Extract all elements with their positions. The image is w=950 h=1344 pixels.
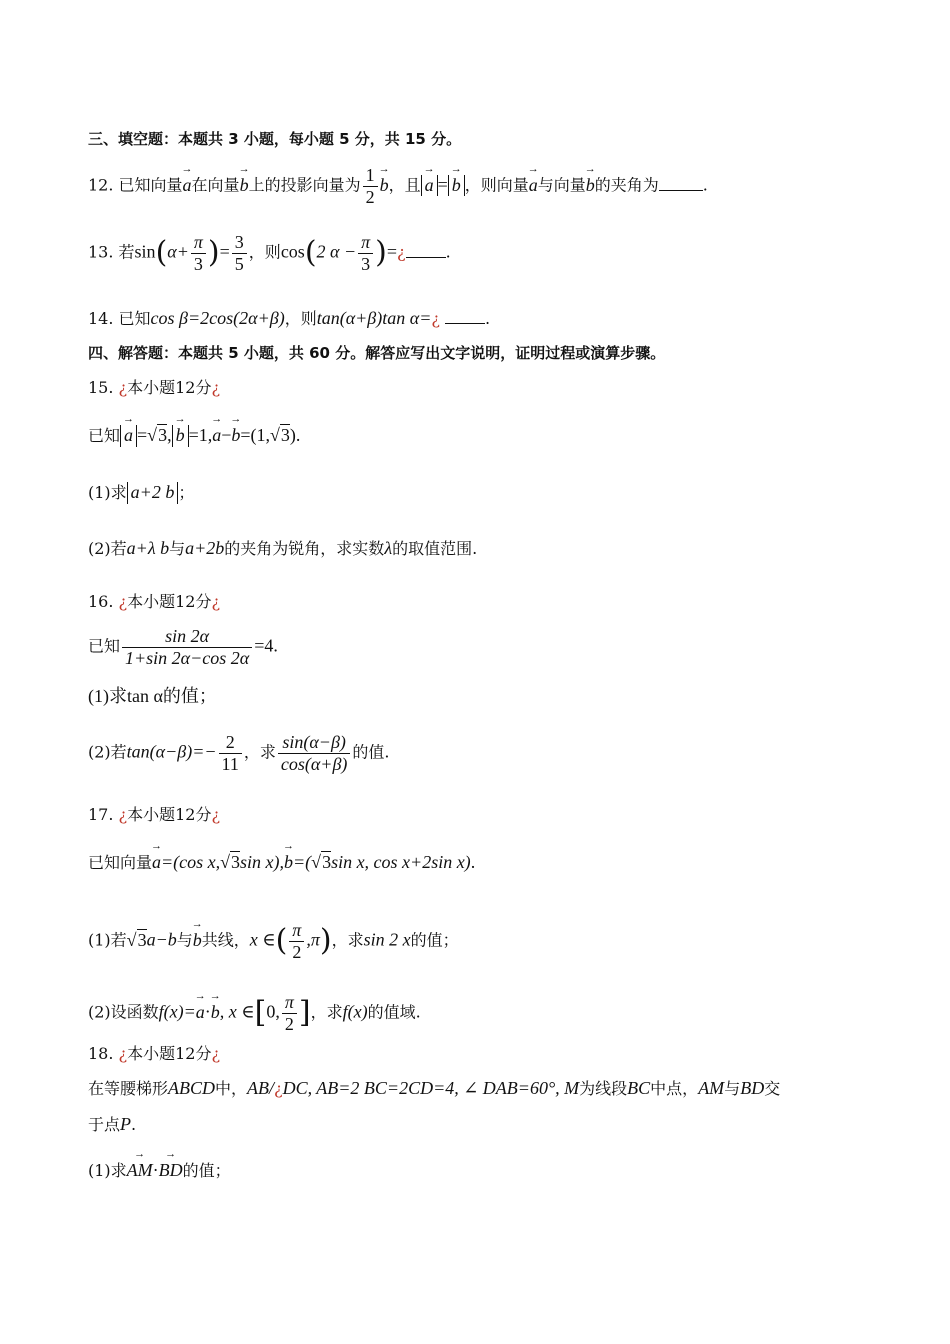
q16-p2-expr: tan(α−β)=− — [126, 741, 217, 762]
q15-p2-expr: a+2b — [185, 538, 225, 558]
q12-text: 与向量 — [537, 175, 586, 195]
part-label: (1)求 — [88, 1161, 127, 1180]
denominator: 11 — [221, 753, 239, 774]
q18-text: 与 — [724, 1079, 741, 1098]
vector-bd: → BD — [159, 1160, 183, 1182]
section-heading-fill-in: 三、填空题：本题共 3 小题，每小题 5 分，共 15 分。 — [88, 130, 462, 148]
q17-p2-text: 的值域. — [367, 1002, 421, 1022]
abs-vector-b: → b — [172, 425, 189, 447]
radicand: 3 — [158, 425, 168, 445]
question-18-title — [88, 1044, 220, 1063]
q17-num: 17. — [88, 805, 119, 824]
q12-text: ，则向量 — [464, 175, 529, 195]
q15-expr: =(1, — [240, 425, 271, 445]
q17-expr: sin x), — [240, 852, 285, 872]
part-label: (1)若 — [88, 930, 127, 950]
question-18-line1 — [88, 1078, 780, 1100]
abs-vector-b: → b — [448, 175, 465, 197]
question-17-title — [88, 805, 220, 824]
vector-b: → b — [284, 852, 293, 874]
fraction-pi-3 — [191, 232, 206, 274]
q17-p2-x: , x ∈ — [219, 1001, 255, 1022]
given-label: 已知 — [88, 426, 121, 445]
q12-text: ，且 — [388, 175, 421, 195]
numerator: sin 2α — [122, 626, 252, 648]
q15-expr: − — [221, 425, 232, 445]
garbled-char: ¿ — [211, 805, 221, 824]
fraction-pi-3 — [358, 232, 373, 274]
q17-expr: =(cos x, — [161, 852, 221, 872]
q16-points: 本小题12分 — [127, 592, 212, 611]
q12-text: 在向量 — [191, 175, 240, 195]
numerator: sin(α−β) — [278, 732, 351, 754]
part-label: (2)若 — [88, 539, 127, 558]
q16-p2-fraction — [278, 732, 351, 774]
given-label: 已知 — [88, 636, 121, 656]
question-15-part2 — [88, 538, 477, 560]
numerator: 2 — [219, 732, 242, 754]
dot: · — [204, 1001, 211, 1022]
q15-points: 本小题12分 — [127, 378, 212, 397]
q15-expr: = — [137, 425, 148, 445]
q13-arg: 2 α − — [316, 241, 357, 262]
vector-a: → a — [212, 425, 221, 447]
q18-bd: BD — [740, 1078, 765, 1098]
q17-p1-x: x ∈ — [249, 929, 276, 950]
q14-end: . — [485, 309, 491, 328]
q18-expr: AB/ — [247, 1078, 275, 1098]
q18-am: AM — [698, 1078, 725, 1098]
garbled-char: ¿ — [118, 378, 128, 397]
section-heading-solutions: 四、解答题：本题共 5 小题，共 60 分。解答应写出文字说明，证明过程或演算步骤。 — [88, 344, 666, 362]
q16-p2-text: 的值. — [352, 742, 390, 762]
answer-blank — [445, 322, 485, 324]
vector-a: → a — [152, 852, 161, 874]
q18-text: 中， — [215, 1079, 248, 1098]
sqrt-3: √3 — [147, 425, 168, 445]
q16-eq: =4. — [254, 635, 278, 656]
q17-p1-pi: ,π — [306, 929, 320, 950]
question-12: 12. 已知向量→ a在向量→ b上的投影向量为 $\frac{1}{2}$ → b，且→ a =→ b ，则向量→ a与向量→ b的夹角为 . — [88, 165, 708, 207]
q15-p2-expr: a+λ b — [126, 538, 170, 558]
q18-end: . — [131, 1115, 137, 1134]
q15-p1-expr: a+2 b — [127, 482, 179, 504]
q17-p1-sin: sin 2 x — [363, 929, 411, 950]
vector-a: → a — [196, 1002, 205, 1024]
vector-a: → a — [183, 175, 192, 197]
numerator: π — [191, 232, 206, 254]
radicand: 3 — [280, 425, 290, 445]
q15-end: ). — [289, 425, 301, 445]
q18-bc: BC — [627, 1078, 651, 1098]
sqrt-3: √3 — [270, 425, 290, 445]
sin-fn: sin — [134, 241, 156, 262]
vector-am: → AM — [127, 1160, 153, 1182]
given-label: 已知向量 — [88, 853, 153, 872]
q17-p2-zero: 0, — [266, 1001, 280, 1022]
q14-label: 14. 已知 — [88, 309, 151, 328]
abs-vector-a: → a — [120, 425, 137, 447]
numerator: π — [289, 920, 304, 942]
q13-text: ，则 — [248, 242, 281, 262]
q18-text: 于点 — [88, 1115, 121, 1134]
dot: · — [152, 1160, 159, 1180]
vector-b: → b — [193, 930, 202, 952]
garbled-char: ¿ — [211, 592, 221, 611]
q17-p2-f: f(x) — [342, 1001, 368, 1022]
sqrt-3: √3 — [311, 852, 332, 872]
q13-label: 13. 若 — [88, 242, 135, 262]
q15-expr: , — [167, 425, 172, 445]
denominator: 2 — [292, 941, 302, 962]
question-18-part1 — [88, 1160, 231, 1182]
q18-p: P — [120, 1114, 132, 1134]
garbled-char: ¿ — [211, 1044, 221, 1063]
q15-p1-end: ； — [178, 483, 195, 502]
fraction-pi-2 — [289, 920, 304, 962]
q17-end: . — [470, 852, 476, 872]
question-17-part1: (1)若√3a−b与→ b共线，x ∈( $\frac{\pi}{2}$ ,π)，求sin 2 x的值； — [88, 920, 459, 962]
numerator: 1 — [363, 165, 378, 187]
numerator: π — [282, 992, 297, 1014]
q13-end: . — [445, 242, 451, 262]
question-15-title — [88, 378, 220, 397]
q12-text: 的夹角为 — [594, 175, 659, 195]
q17-p2-text: ，求 — [310, 1002, 343, 1022]
question-16-title — [88, 592, 220, 611]
garbled-char: ¿ — [274, 1079, 283, 1098]
sqrt-3: √3 — [220, 852, 241, 872]
question-16-part2 — [88, 732, 390, 774]
q17-p1-text: 与 — [176, 930, 193, 950]
denominator: 2 — [284, 1013, 294, 1034]
sqrt-3: √3 — [126, 929, 147, 950]
vector-b: → b — [240, 175, 249, 197]
q18-text: 中点， — [650, 1079, 699, 1098]
lambda: λ — [384, 538, 393, 558]
q16-p2-text: ，求 — [243, 742, 276, 762]
q15-p2-text: 与 — [169, 539, 186, 558]
q18-expr: DC, AB=2 BC=2CD=4, ∠ DAB=60°, M — [282, 1078, 580, 1098]
q18-num: 18. — [88, 1044, 119, 1063]
answer-blank — [659, 189, 703, 191]
q18-text: 为线段 — [579, 1079, 628, 1098]
question-17-given — [88, 852, 475, 874]
denominator: 5 — [234, 253, 244, 274]
abs-vector-a: → a — [421, 175, 438, 197]
question-15-given — [88, 425, 300, 447]
garbled-char: ¿ — [211, 378, 221, 397]
q16-fraction — [122, 626, 252, 668]
cos-fn: cos — [280, 241, 305, 262]
garbled-char: ¿ — [118, 805, 128, 824]
q12-label: 12. 已知向量 — [88, 175, 183, 195]
equals: = — [386, 241, 398, 262]
garbled-char: ¿ — [397, 242, 406, 262]
garbled-char: ¿ — [118, 1044, 128, 1063]
q16-num: 16. — [88, 592, 119, 611]
q15-expr: =1, — [188, 425, 213, 445]
question-16-part1: (1)求tan α的值； — [88, 686, 217, 706]
question-15-part1 — [88, 482, 194, 504]
question-16-given — [88, 626, 278, 668]
vector-b: → b — [211, 1002, 220, 1024]
q17-p1-text: ，求 — [331, 930, 364, 950]
denominator: 2 — [365, 186, 375, 207]
q12-text: 上的投影向量为 — [248, 175, 361, 195]
fraction-2-11 — [219, 732, 242, 774]
q14-expr: cos β=2cos(2α+β) — [150, 308, 285, 328]
question-13: 13. 若sin(α+ $\frac{\pi}{3}$ )= $\frac{3}{5}$ ，则cos(2 α − $\frac{\pi}{3}$ )=¿ . — [88, 232, 451, 274]
vector-b: → b — [586, 175, 595, 197]
fraction-3-5 — [232, 232, 247, 274]
q15-p2-text: 的取值范围. — [392, 539, 478, 558]
q14-text: ，则 — [284, 309, 317, 328]
q18-abcd: ABCD — [168, 1078, 216, 1098]
fraction-pi-2 — [282, 992, 297, 1034]
q14-expr: tan(α+β)tan α= — [316, 308, 432, 328]
question-18-line2 — [88, 1114, 136, 1136]
garbled-char: ¿ — [118, 592, 128, 611]
part-label: (1)求 — [88, 483, 127, 502]
q15-num: 15. — [88, 378, 119, 397]
q18-text: 交 — [764, 1079, 781, 1098]
equals: = — [219, 241, 230, 262]
denominator: 1+sin 2α−cos 2α — [125, 647, 250, 668]
garbled-char: ¿ — [431, 309, 440, 328]
q17-p1-text: 的值； — [410, 930, 459, 950]
numerator: 3 — [232, 232, 247, 254]
denominator: cos(α+β) — [280, 753, 348, 774]
q18-p1-end: 的值； — [182, 1161, 231, 1180]
answer-blank — [406, 256, 446, 258]
q12-end: . — [702, 175, 708, 195]
q17-p1-expr: a−b — [146, 929, 177, 950]
fraction-half — [363, 165, 378, 207]
denominator: 3 — [193, 253, 203, 274]
q17-points: 本小题12分 — [127, 805, 212, 824]
q17-p2-f: f(x)= — [158, 1001, 196, 1022]
q13-arg: α+ — [167, 241, 189, 262]
q15-p2-text: 的夹角为锐角，求实数 — [224, 539, 385, 558]
question-17-part2: (2)设函数f(x)=→ a·→ b, x ∈[0, $\frac{\pi}{2}$ ]，求f(x)的值域. — [88, 992, 421, 1034]
vector-b: → b — [231, 425, 240, 447]
numerator: π — [358, 232, 373, 254]
part-label: (2)设函数 — [88, 1002, 159, 1022]
q17-p1-text: 共线， — [201, 930, 250, 950]
vector-b: → b — [380, 175, 389, 197]
question-14 — [88, 308, 490, 330]
vector-a: → a — [529, 175, 538, 197]
q17-expr: sin x, cos x+2sin x) — [331, 852, 471, 872]
q17-expr: =( — [293, 852, 312, 872]
part-label: (2)若 — [88, 742, 127, 762]
q18-points: 本小题12分 — [127, 1044, 212, 1063]
q18-text: 在等腰梯形 — [88, 1079, 169, 1098]
denominator: 3 — [361, 253, 371, 274]
